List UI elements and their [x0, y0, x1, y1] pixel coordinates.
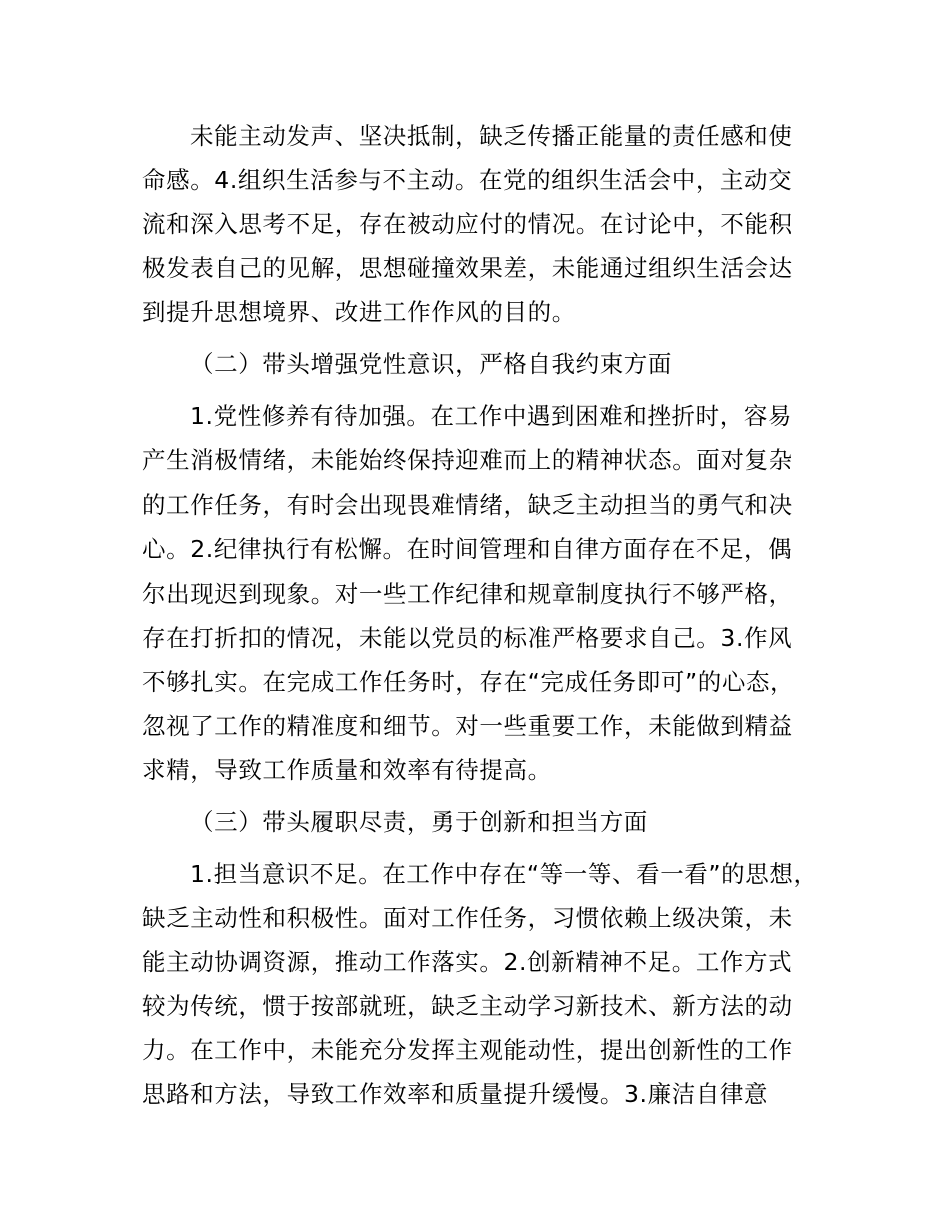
paragraph-line: 能主动协调资源，推动工作落实。2.创新精神不足。工作方式	[142, 948, 793, 976]
paragraph-line: 力。在工作中，未能充分发挥主观能动性，提出创新性的工作	[142, 1036, 793, 1064]
paragraph-line: 的工作任务，有时会出现畏难情绪，缺乏主动担当的勇气和决	[142, 491, 793, 519]
paragraph-line: 不够扎实。在完成工作任务时，存在“完成任务即可”的心态，	[142, 668, 795, 696]
section-heading: （二）带头增强党性意识，严格自我约束方面	[190, 350, 672, 378]
paragraph-line: 未能主动发声、坚决抵制，缺乏传播正能量的责任感和使	[190, 122, 793, 150]
paragraph-line: 产生消极情绪，未能始终保持迎难而上的精神状态。面对复杂	[142, 446, 793, 474]
paragraph-line: 到提升思想境界、改进工作作风的目的。	[142, 298, 576, 326]
paragraph-line: 较为传统，惯于按部就班，缺乏主动学习新技术、新方法的动	[142, 992, 793, 1020]
paragraph-line: 思路和方法，导致工作效率和质量提升缓慢。3.廉洁自律意	[142, 1080, 769, 1108]
paragraph-line: 求精，导致工作质量和效率有待提高。	[142, 756, 552, 784]
paragraph-line: 流和深入思考不足，存在被动应付的情况。在讨论中，不能积	[142, 210, 793, 238]
section-heading: （三）带头履职尽责，勇于创新和担当方面	[190, 808, 648, 836]
paragraph-line: 心。2.纪律执行有松懈。在时间管理和自律方面存在不足，偶	[142, 535, 793, 563]
paragraph-line: 忽视了工作的精准度和细节。对一些重要工作，未能做到精益	[142, 712, 793, 740]
paragraph-line: 极发表自己的见解，思想碰撞效果差，未能通过组织生活会达	[142, 254, 793, 282]
paragraph-line: 缺乏主动性和积极性。面对工作任务，习惯依赖上级决策，未	[142, 904, 793, 932]
paragraph-line: 尔出现迟到现象。对一些工作纪律和规章制度执行不够严格，	[142, 580, 793, 608]
paragraph-line: 1.党性修养有待加强。在工作中遇到困难和挫折时，容易	[190, 402, 793, 430]
paragraph-line: 命感。4.组织生活参与不主动。在党的组织生活会中，主动交	[142, 166, 793, 194]
paragraph-line: 1.担当意识不足。在工作中存在“等一等、看一看”的思想，	[190, 860, 818, 888]
paragraph-line: 存在打折扣的情况，未能以党员的标准严格要求自己。3.作风	[142, 624, 793, 652]
